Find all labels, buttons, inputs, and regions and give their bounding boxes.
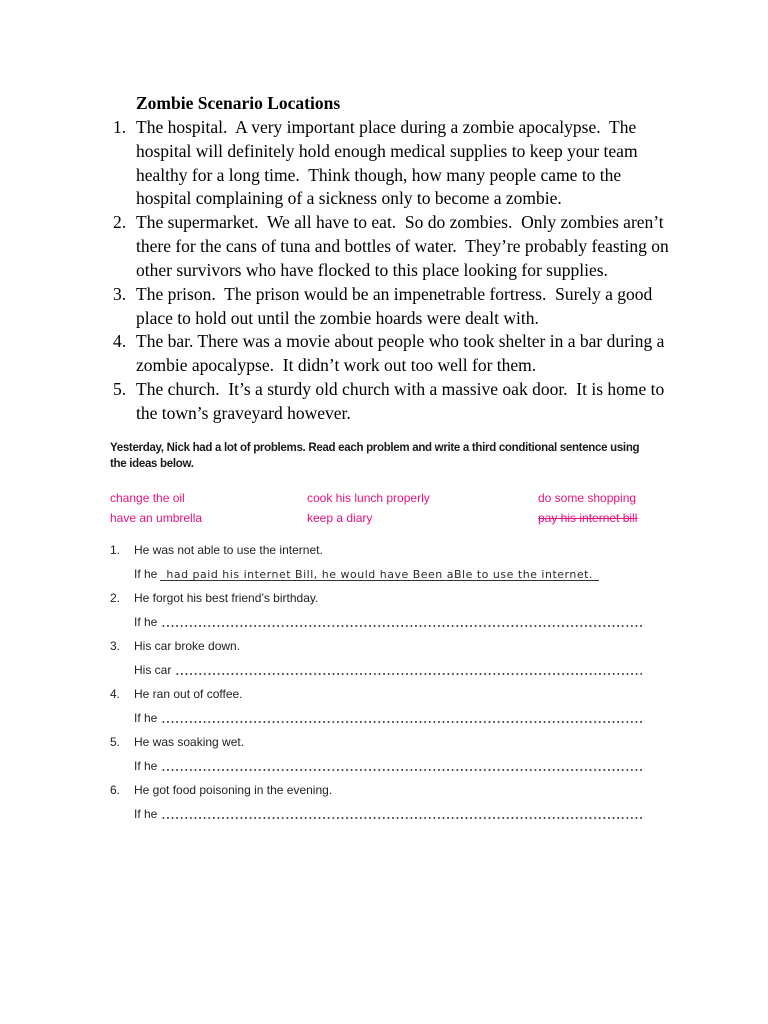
answer-prompt: If he — [134, 567, 158, 581]
section-title: Zombie Scenario Locations — [136, 93, 341, 113]
answer-row — [110, 802, 642, 826]
text-line: place to hold out until the zombie hoards were dealt with. — [136, 307, 539, 328]
answer-row — [110, 754, 642, 778]
word-bank-item: cook his lunch properly — [307, 491, 430, 505]
problem-row — [110, 778, 642, 802]
problem-text: His car broke down. — [134, 639, 241, 653]
answer-row — [110, 562, 642, 586]
text-line: The bar. There was a movie about people who took shelter in a bar during a — [136, 331, 665, 352]
zombie-locations-section — [0, 92, 768, 426]
exercise-instructions — [110, 440, 642, 472]
answer-prompt: His car — [134, 663, 172, 677]
word-bank — [110, 488, 642, 528]
answer-prompt: If he — [134, 759, 158, 773]
answer-prompt: If he — [134, 807, 158, 821]
location-item — [0, 378, 768, 426]
problem-row — [110, 634, 642, 658]
text-line: other survivors who have flocked to this place looking for supplies. — [136, 259, 608, 280]
word-bank-item: have an umbrella — [110, 511, 203, 525]
list-number: 4. — [113, 331, 127, 352]
list-number: 1. — [113, 116, 127, 137]
word-bank-item: change the oil — [110, 491, 185, 505]
list-number: 2. — [113, 212, 127, 233]
text-line: The church. It’s a sturdy old church with a massive oak door. It is home to — [136, 379, 665, 400]
problem-text: He was soaking wet. — [134, 735, 245, 749]
answer-row — [110, 706, 642, 730]
answer-prompt: If he — [134, 615, 158, 629]
exercise-worksheet — [110, 440, 642, 826]
problem-text: He ran out of coffee. — [134, 687, 243, 701]
text-line: The prison. The prison would be an impenetrable fortress. Surely a good — [136, 283, 653, 304]
problem-item — [110, 634, 642, 682]
problem-text: He was not able to use the internet. — [134, 543, 323, 557]
answer-blank — [161, 754, 642, 778]
answer-blank — [175, 658, 642, 682]
location-item — [0, 283, 768, 331]
problem-row — [110, 730, 642, 754]
answer-blank — [161, 706, 642, 730]
answer-blank — [161, 802, 642, 826]
problem-row — [110, 682, 642, 706]
instruction-line: Yesterday, Nick had a lot of problems. Read each problem and write a third conditional sentence using — [110, 442, 640, 454]
text-line: there for the cans of tuna and bottles of water. They’re probably feasting on — [136, 236, 669, 257]
text-line: healthy for a long time. Think though, how many people came to the — [136, 164, 622, 185]
problem-row — [110, 538, 642, 562]
problem-text: He forgot his best friend’s birthday. — [134, 591, 319, 605]
problem-text: He got food poisoning in the evening. — [134, 783, 333, 797]
problem-number: 5. — [110, 735, 121, 749]
list-number: 3. — [113, 283, 127, 304]
problem-item — [110, 586, 642, 634]
problem-list — [110, 538, 642, 826]
problem-number: 4. — [110, 687, 121, 701]
problem-number: 3. — [110, 639, 121, 653]
problem-item — [110, 682, 642, 730]
location-item — [0, 330, 768, 378]
text-line: zombie apocalypse. It didn’t work out too well for them. — [136, 355, 537, 376]
instruction-line: the ideas below. — [110, 458, 194, 470]
text-line: hospital complaining of a sickness only to become a zombie. — [136, 188, 562, 209]
problem-item — [110, 778, 642, 826]
word-bank-item: keep a diary — [307, 511, 373, 525]
text-line: the town’s graveyard however. — [136, 402, 351, 423]
answer-row — [110, 610, 642, 634]
problem-item — [110, 538, 642, 586]
problem-row — [110, 586, 642, 610]
text-line: The supermarket. We all have to eat. So do zombies. Only zombies aren’t — [136, 212, 664, 233]
answer-blank — [161, 610, 642, 634]
word-bank-item: do some shopping — [538, 491, 637, 505]
word-bank-item: pay his internet bill — [538, 511, 638, 525]
problem-item — [110, 730, 642, 778]
handwritten-answer: had paid his internet Bill, he would have Been aBle to use the internet. — [160, 569, 599, 581]
location-item — [0, 211, 768, 283]
location-item — [0, 116, 768, 211]
problem-number: 2. — [110, 591, 121, 605]
text-line: hospital will definitely hold enough medical supplies to keep your team — [136, 140, 638, 161]
answer-prompt: If he — [134, 711, 158, 725]
problem-number: 6. — [110, 783, 121, 797]
list-number: 5. — [113, 379, 127, 400]
answer-row — [110, 658, 642, 682]
text-line: The hospital. A very important place during a zombie apocalypse. The — [136, 116, 637, 137]
problem-number: 1. — [110, 543, 121, 557]
